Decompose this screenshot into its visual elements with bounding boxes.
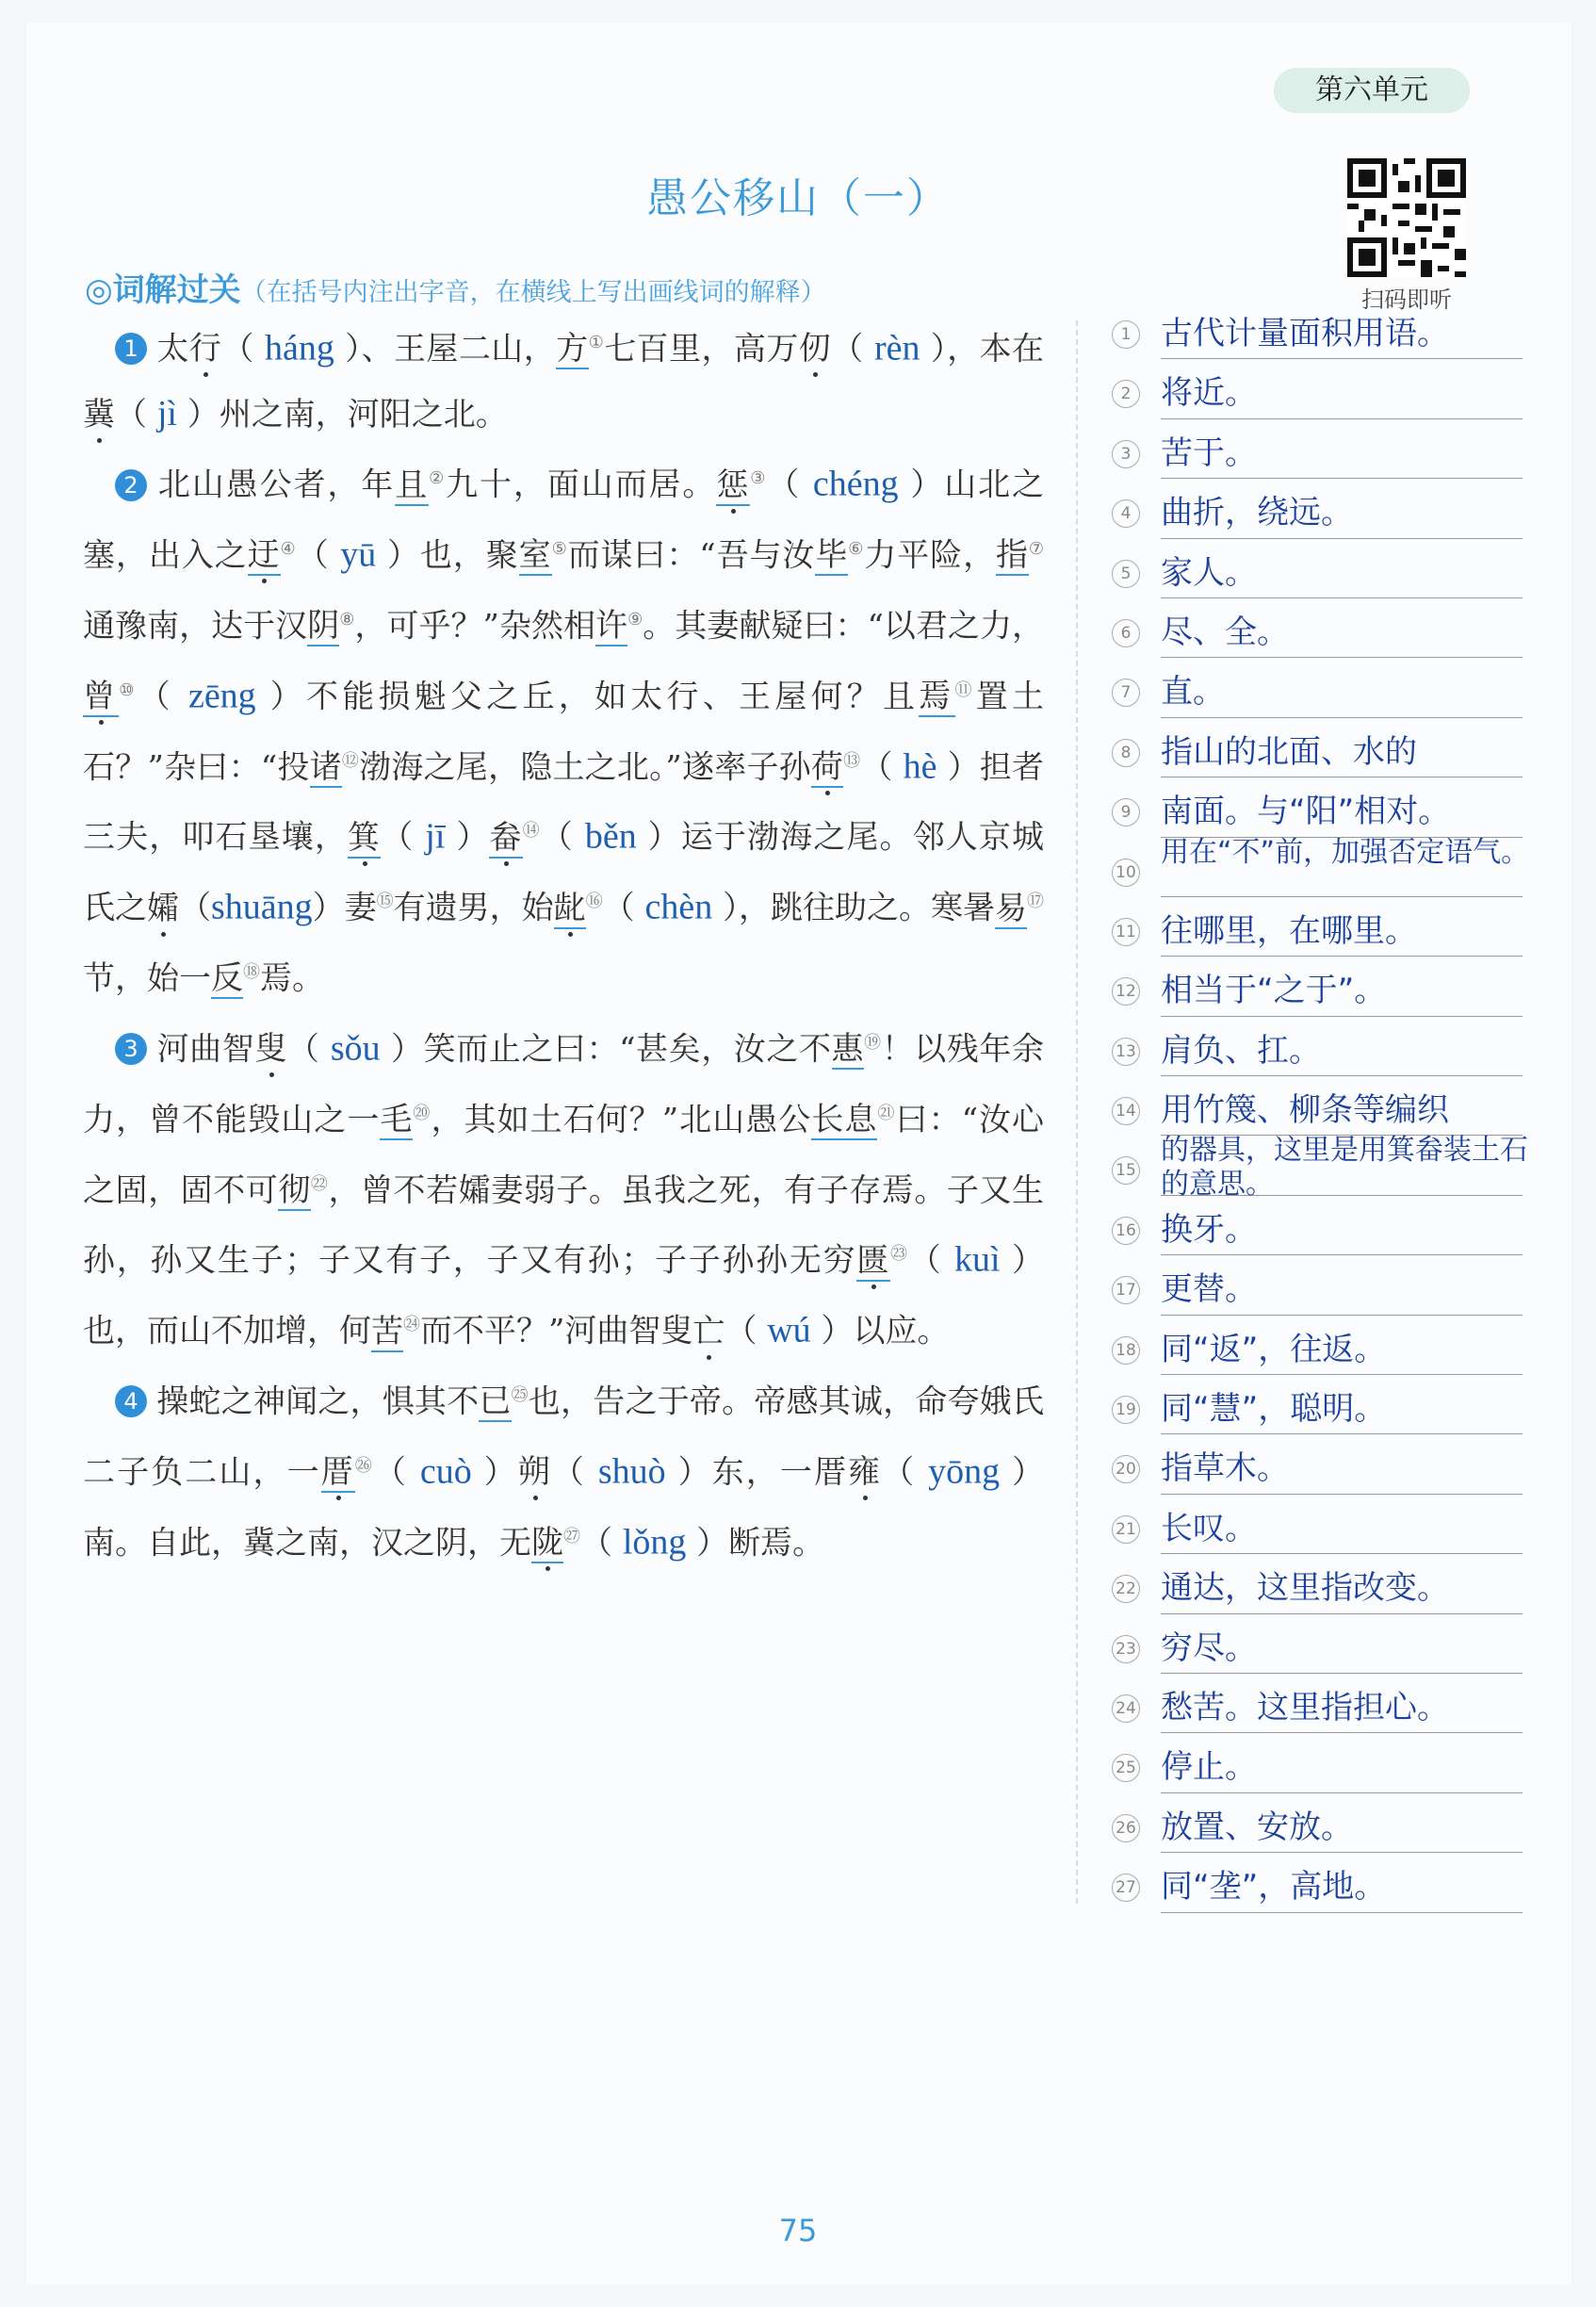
- pinyin-answer: jì: [156, 393, 177, 434]
- gloss-number: 22: [1112, 1575, 1140, 1603]
- pinyin-answer: zēng: [187, 676, 256, 716]
- gloss-answer: 的器具，这里是用箕畚装土石的意思。: [1161, 1134, 1528, 1202]
- gloss-item: [1112, 1495, 1555, 1554]
- gloss-answer: 放置、安放。: [1161, 1808, 1353, 1846]
- pinyin-answer: lǒng: [622, 1522, 687, 1563]
- page-title: 愚公移山（一）: [646, 174, 950, 222]
- page-number: 75: [778, 2213, 818, 2249]
- gloss-answer: 换牙。: [1161, 1210, 1257, 1249]
- passage: [83, 311, 1044, 1576]
- paragraph-1: 1 太行（ háng ）、王屋二山，方①七百里，高万仞（ rèn ），本在冀（ jì ）州之南，河阳之北。: [83, 328, 1045, 434]
- gloss-number: 26: [1112, 1814, 1140, 1842]
- gloss-number: 9: [1112, 798, 1140, 826]
- section-heading: [85, 264, 826, 310]
- gloss-number: 19: [1112, 1396, 1140, 1424]
- gloss-number: 18: [1112, 1336, 1140, 1365]
- paragraph-number: 4: [115, 1385, 147, 1417]
- gloss-item: [1112, 1853, 1555, 1912]
- gloss-item: [1112, 897, 1555, 957]
- gloss-item: [1112, 1255, 1555, 1315]
- gloss-answer: 指山的北面、水的: [1161, 732, 1417, 771]
- gloss-answer: 南面。与“阳”相对。: [1161, 793, 1451, 831]
- gloss-answer: 指草木。: [1161, 1449, 1289, 1488]
- gloss-number: 16: [1112, 1217, 1140, 1245]
- pinyin-answer: jī: [425, 816, 446, 857]
- gloss-answer: 直。: [1161, 673, 1225, 712]
- gloss-number: 14: [1112, 1097, 1140, 1125]
- pinyin-answer: sǒu: [330, 1028, 381, 1069]
- gloss-item: [1112, 718, 1555, 777]
- qr-code[interactable]: [1347, 158, 1466, 277]
- gloss-item: [1112, 1134, 1555, 1202]
- unit-badge: 第六单元: [1274, 68, 1470, 113]
- gloss-number: 3: [1112, 440, 1140, 468]
- gloss-number: 8: [1112, 739, 1140, 767]
- gloss-item: [1112, 957, 1555, 1016]
- column-divider: [1076, 320, 1078, 1904]
- gloss-answer: 相当于“之于”。: [1161, 972, 1387, 1010]
- pinyin-answer: rèn: [873, 328, 920, 368]
- gloss-item: [1112, 539, 1555, 598]
- gloss-item: [1112, 1614, 1555, 1674]
- gloss-item: [1112, 419, 1555, 479]
- section-title: ◎词解过关: [85, 271, 241, 309]
- gloss-item: [1112, 479, 1555, 538]
- gloss-item: [1112, 1316, 1555, 1375]
- gloss-number: 4: [1112, 499, 1140, 528]
- section-hint: （在括号内注出字音，在横线上写出画线词的解释）: [240, 278, 826, 307]
- paragraph-4: 4 操蛇之神闻之，惧其不已$^㉕$也，告之于帝。帝感其诚，命夸娥氏二子负二山，一厝$^㉖$（ cuò ）朔（ shuò ）东，一厝雍（ yōng ）南。自此，冀之南，汉之阴，无陇$^㉗$（ lǒng ）断焉。: [83, 1383, 1045, 1563]
- gloss-answer: 尽、全。: [1161, 613, 1289, 651]
- gloss-number: 23: [1112, 1635, 1140, 1663]
- pinyin-answer: chèn: [644, 887, 713, 927]
- gloss-item: [1112, 359, 1555, 418]
- gloss-answer: 长叹。: [1161, 1509, 1257, 1547]
- pinyin-answer: wú: [767, 1310, 811, 1350]
- gloss-number: 24: [1112, 1694, 1140, 1723]
- gloss-answer: 愁苦。这里指担心。: [1161, 1688, 1449, 1726]
- gloss-list: [1112, 300, 1555, 1913]
- gloss-answer: 家人。: [1161, 553, 1257, 592]
- gloss-number: 6: [1112, 619, 1140, 647]
- pinyin-answer: shuò: [597, 1451, 666, 1492]
- gloss-number: 7: [1112, 679, 1140, 707]
- pinyin-answer: hè: [903, 745, 937, 786]
- gloss-item: [1112, 1554, 1555, 1613]
- gloss-answer: 古代计量面积用语。: [1161, 315, 1449, 352]
- gloss-item: [1112, 835, 1555, 897]
- gloss-item: [1112, 1733, 1555, 1792]
- gloss-answer: 往哪里，在哪里。: [1161, 911, 1417, 950]
- paragraph-number: 1: [115, 333, 147, 365]
- gloss-answer: 更替。: [1161, 1270, 1257, 1309]
- gloss-item: [1112, 1375, 1555, 1434]
- paragraph-3: 3 河曲智叟（ sǒu ）笑而止之曰：“甚矣，汝之不惠⑲！以残年余力，曾不能毁山之一毛⑳，其如土石何？”北山愚公长息$^㉑$曰：“汝心之固，固不可彻$^㉒$，曾不若孀妻弱子。虽我之死，有子存焉。子又生孙，孙又生子；子又有子，子又有孙；子子孙孙无穷匮$^㉓$（ kuì ）也，而山不加增，何苦$^㉔$而不平？”河曲智叟亡（ wú ）以应。: [83, 1028, 1045, 1350]
- pinyin-answer: shuāng: [211, 887, 313, 927]
- pinyin-answer: háng: [265, 328, 334, 368]
- pinyin-answer: yū: [340, 534, 377, 575]
- gloss-answer: 穷尽。: [1161, 1628, 1257, 1667]
- gloss-answer: 同“慧”，聪明。: [1161, 1390, 1387, 1429]
- gloss-item: [1112, 1793, 1555, 1853]
- gloss-answer: 通达，这里指改变。: [1161, 1569, 1449, 1608]
- pinyin-answer: yōng: [928, 1451, 1001, 1492]
- gloss-answer: 同“返”，往返。: [1161, 1330, 1387, 1368]
- gloss-item: [1112, 1076, 1555, 1136]
- paragraph-number: 2: [115, 469, 147, 501]
- gloss-number: 17: [1112, 1276, 1140, 1304]
- gloss-item: [1112, 1674, 1555, 1733]
- gloss-item: [1112, 598, 1555, 658]
- gloss-item: [1112, 1434, 1555, 1494]
- pinyin-answer: běn: [584, 816, 637, 857]
- gloss-item: [1112, 1017, 1555, 1076]
- gloss-number: 2: [1112, 380, 1140, 408]
- gloss-answer: 同“垄”，高地。: [1161, 1868, 1387, 1906]
- gloss-answer: 曲折，绕远。: [1161, 494, 1353, 532]
- gloss-answer: 肩负、扛。: [1161, 1031, 1321, 1070]
- gloss-number: 12: [1112, 977, 1140, 1006]
- gloss-item: [1112, 777, 1555, 837]
- gloss-number: 27: [1112, 1873, 1140, 1902]
- gloss-number: 10: [1112, 859, 1140, 887]
- gloss-answer: 用在“不”前，加强否定语气。: [1161, 835, 1530, 869]
- gloss-number: 5: [1112, 560, 1140, 588]
- paragraph-2: 2 北山愚公者，年且②九十，面山而居。惩③（ chéng ）山北之塞，出入之迂④（ yū ）也，聚室⑤而谋曰：“吾与汝毕⑥力平险，指⑦通豫南，达于汉阴⑧，可乎？”杂然相许⑨。其妻献疑曰：“以君之力，曾⑩（ zēng ）不能损魁父之丘，如太行、王屋何？且焉⑪置土石？”杂曰：“投诸⑫渤海之尾，隐土之北。”遂率子孙荷⑬（ hè ）担者三夫，叩石垦壤，箕（ jī ）畚⑭（ běn ）运于渤海之尾。邻人京城氏之孀（shuāng）妻⑮有遗男，始龀⑯（ chèn ），跳往助之。寒暑易⑰节，始一反⑱焉。: [83, 464, 1045, 998]
- pinyin-answer: kuì: [953, 1239, 1001, 1280]
- gloss-answer: 用竹篾、柳条等编织: [1161, 1091, 1449, 1130]
- gloss-answer: 苦于。: [1161, 434, 1257, 472]
- gloss-number: 1: [1112, 320, 1140, 349]
- gloss-number: 21: [1112, 1515, 1140, 1544]
- gloss-number: 25: [1112, 1754, 1140, 1782]
- pinyin-answer: chéng: [812, 464, 899, 504]
- gloss-item: [1112, 300, 1555, 359]
- gloss-number: 20: [1112, 1455, 1140, 1483]
- gloss-answer: 将近。: [1161, 374, 1257, 413]
- gloss-item: [1112, 1196, 1555, 1255]
- gloss-number: 11: [1112, 918, 1140, 946]
- pinyin-answer: cuò: [419, 1451, 472, 1492]
- gloss-item: [1112, 658, 1555, 717]
- paragraph-number: 3: [115, 1033, 147, 1065]
- gloss-number: 15: [1112, 1156, 1140, 1185]
- gloss-number: 13: [1112, 1038, 1140, 1066]
- qr-label: 扫码即听: [1361, 286, 1452, 313]
- answer-line: [1161, 1912, 1523, 1913]
- gloss-answer: 停止。: [1161, 1748, 1257, 1787]
